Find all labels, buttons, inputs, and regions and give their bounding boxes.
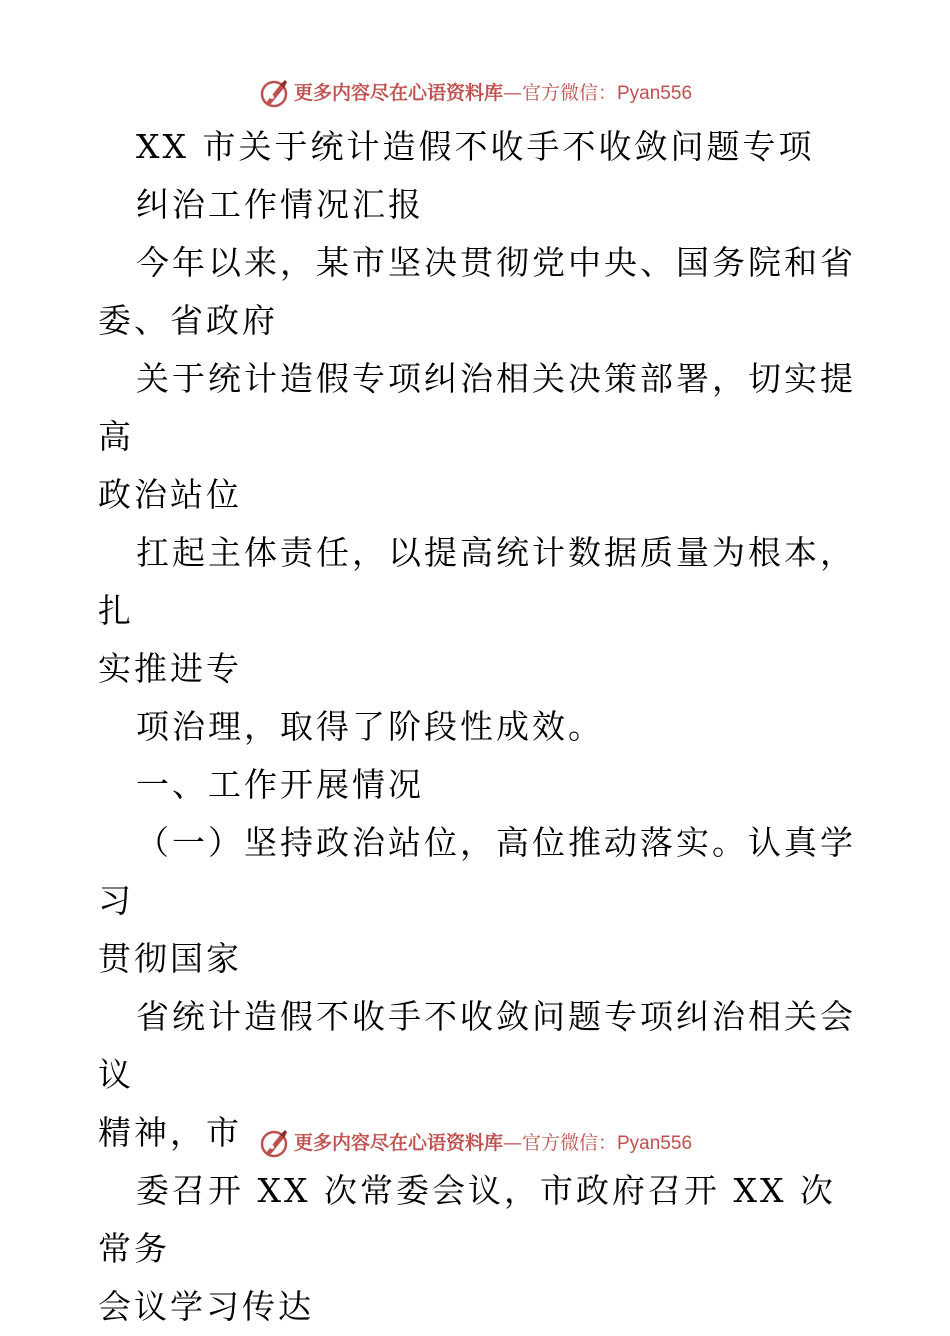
banner-main: 更多内容尽在心语资料库 [293,1131,503,1154]
banner-label: 官方微信： [521,1131,617,1154]
document-line: 贯彻国家 [98,939,242,978]
document-line: XX 市关于统计造假不收手不收敛问题专项 [136,127,815,166]
document-line: （一）坚持政治站位，高位推动落实。认真学习 [98,823,856,920]
document-line: 项治理，取得了阶段性成效。 [136,707,604,746]
banner-text [294,81,692,106]
document-line: 今年以来，某市坚决贯彻党中央、国务院和省 [136,243,856,282]
pen-logo-icon [258,77,290,109]
banner-account: Pyan556 [617,82,693,104]
document-line: 精神，市 [98,1113,242,1152]
document-line: 关于统计造假专项纠治相关决策部署，切实提高 [98,359,856,456]
document-line: 会议学习传达 [98,1287,314,1326]
pen-logo-icon [258,1127,290,1159]
document-line: 一、工作开展情况 [136,765,424,804]
banner-separator: — [502,81,522,104]
banner-main: 更多内容尽在心语资料库 [293,81,503,104]
document-line: 纠治工作情况汇报 [136,185,424,224]
header-banner [0,77,950,109]
footer-banner [0,1127,950,1159]
document-line: 委召开 XX 次常委会议，市政府召开 XX 次常务 [98,1171,836,1268]
document-line: 委、省政府 [98,301,278,340]
document-line: 实推进专 [98,649,242,688]
banner-account: Pyan556 [617,1132,693,1154]
document-line: 政治站位 [98,475,242,514]
banner-text [294,1131,692,1156]
document-line: 省统计造假不收手不收敛问题专项纠治相关会议 [98,997,856,1094]
document-line: 扛起主体责任，以提高统计数据质量为根本，扎 [98,533,856,630]
banner-separator: — [502,1131,522,1154]
banner-label: 官方微信： [521,81,617,104]
